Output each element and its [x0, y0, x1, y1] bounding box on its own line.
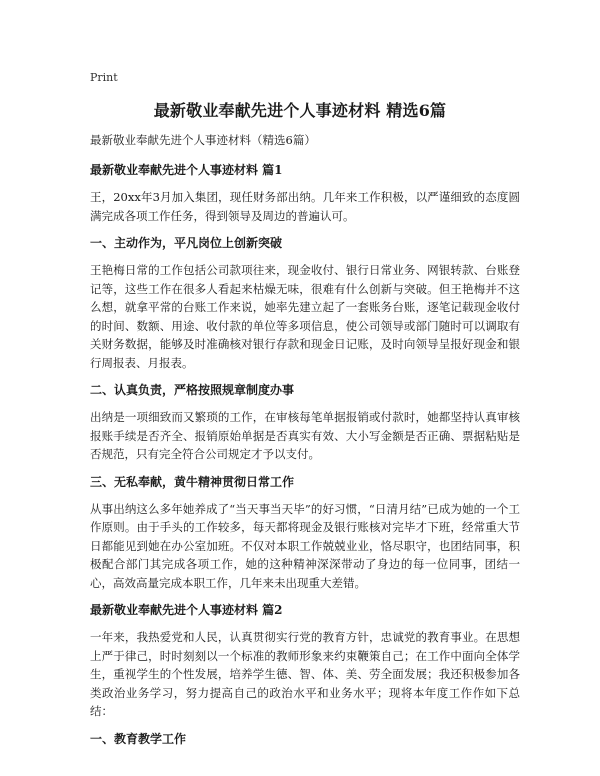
print-label[interactable]: Print: [90, 71, 118, 84]
page-title: 最新敬业奉献先进个人事迹材料 精选6篇: [153, 101, 447, 120]
paragraph: 出纳是一项细致而又繁琐的工作，在审核每笔单据报销或付款时，她都坚持认真审核报账手续是否齐全、报销原始单据是否真实有效、大小写金额是否正确、票据粘贴是否规范，只有完全符合公司规定才予以支付。: [90, 410, 520, 461]
section-heading: 三、无私奉献，黄牛精神贯彻日常工作: [90, 474, 295, 489]
paragraph: 一年来，我热爱党和人民，认真贯彻实行党的教育方针，忠诚党的教育事业。在思想上严于律己，时时刻刻以一个标准的教师形象来约束鞭策自己；在工作中面向全体学生，重视学生的个性发展，培养学生德、智、体、美、劳全面发展；我还积极参加各类政治业务学习，努力提高自己的政治水平和业务水平；现将本年度工作作如下总结：: [90, 630, 520, 718]
section-heading: 一、教育教学工作: [90, 731, 187, 746]
paragraph: 从事出纳这么多年她养成了“当天事当天毕”的好习惯，“日清月结”已成为她的一个工作原则。由于手头的工作较多，每天都将现金及银行账核对完毕才下班，经常重大节日都能见到她在办公室加班。不仅对本职工作兢兢业业，恪尽职守，也团结同事，积极配合部门其完成各项工作，她的这种精神深深带动了身边的每一位同事，团结一心，高效高量完成本职工作，几年来未出现重大差错。: [90, 501, 520, 590]
section-heading: 最新敬业奉献先进个人事迹材料 篇2: [90, 603, 283, 617]
section-heading: 一、主动作为，平凡岗位上创新突破: [90, 236, 283, 250]
section-heading: 最新敬业奉献先进个人事迹材料 篇1: [90, 163, 283, 177]
paragraph: 王艳梅日常的工作包括公司款项往来，现金收付、银行日常业务、网银转款、台账登记等，这些工作在很多人看起来枯燥无味，很难有什么创新与突破。但王艳梅并不这么想，就拿平常的台账工作来说，她率先建立起了一套账务台账，逐笔记载现金收付的时间、数额、用途、收付款的单位等多项信息，使公司领导或部门随时可以调取有关财务数据，能够及时准确核对银行存款和现金日记账，及时向领导呈报好现金和银行周报表、月报表。: [90, 263, 520, 370]
paragraph: 王，20xx年3月加入集团，现任财务部出纳。几年来工作积极，以严谨细致的态度圆满完成各项工作任务，得到领导及周边的普遍认可。: [90, 190, 520, 223]
section-heading: 二、认真负责，严格按照规章制度办事: [90, 383, 295, 397]
document-subtitle: 最新敬业奉献先进个人事迹材料（精选6篇）: [90, 133, 316, 147]
document-body: [90, 152, 520, 757]
